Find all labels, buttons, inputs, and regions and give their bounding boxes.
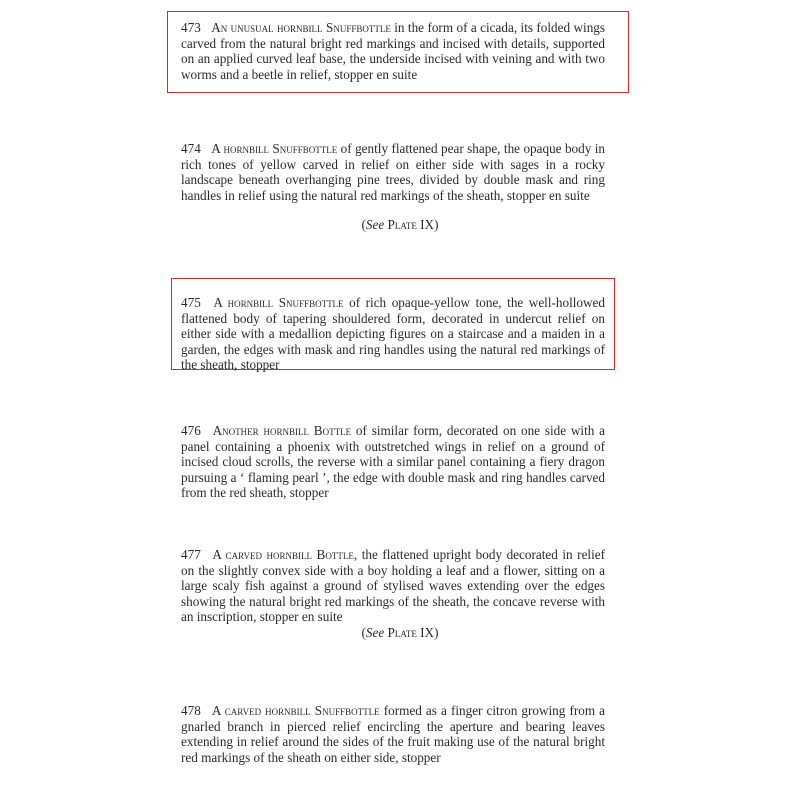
lot-title: Another hornbill	[212, 423, 309, 438]
plate-reference-1: (See Plate IX)	[361, 217, 439, 232]
plate-label: Plate IX	[387, 217, 435, 232]
lot-title: A hornbill	[211, 141, 269, 156]
lot-entry-477	[181, 547, 605, 625]
lot-number: 475	[181, 295, 201, 310]
lot-title-object: Snuffbottle	[314, 703, 380, 718]
plate-label: Plate IX	[387, 625, 435, 640]
lot-description: of rich opaque-yellow tone, the well-hollowed flattened body of tapering shouldered form, decorated in undercut relief on either side with a medallion depicting figures on a staircase and a maiden in a garden, the edges with mask and ring handles using the natural red markings of the sheath, stopper	[181, 295, 605, 372]
lot-number: 478	[181, 703, 201, 718]
lot-description: of gently flattened pear shape, the opaque body in rich tones of yellow carved in relief on either side with sages in a rocky landscape beneath overhanging pine trees, divided by double mask and ring handles in relief using the natural red markings of the sheath, stopper en suite	[181, 141, 606, 203]
lot-description: the flattened upright body decorated in relief on the slightly convex side with a boy holding a leaf and a flower, sitting on a large scaly fish against a ground of stylised waves extending over the edges showing the natural bright red markings of the sheath, the concave reverse with an inscription, stopper en suite	[181, 547, 605, 624]
lot-description: of similar form, decorated on one side with a panel containing a phoenix with outstretched wings in relief on a ground of incised cloud scrolls, the reverse with a similar panel containing a fiery dragon pursuing a ‘ flaming pearl ’, the edge with double mask and ring handles carved from the red sheath, stopper	[181, 423, 606, 500]
lot-title-object: Bottle,	[316, 547, 358, 562]
lot-entry-475	[181, 295, 605, 373]
lot-title-object: Snuffbottle	[278, 295, 344, 310]
lot-title-object: Snuffbottle	[325, 20, 391, 35]
lot-number: 474	[181, 141, 201, 156]
lot-number: 476	[181, 423, 201, 438]
lot-number: 477	[181, 547, 201, 562]
lot-title: A carved hornbill	[212, 547, 312, 562]
lot-title: A hornbill	[213, 295, 274, 310]
lot-title-object: Snuffbottle	[272, 141, 338, 156]
lot-entry-473	[181, 20, 605, 82]
lot-title-object: Bottle	[313, 423, 352, 438]
lot-entry-474	[181, 141, 605, 203]
lot-title: A carved hornbill	[211, 703, 311, 718]
lot-description: in the form of a cicada, its folded wings carved from the natural bright red markings and incised with details, supported on an applied curved leaf base, the underside incised with veining and with two worms and a beetle in relief, stopper en suite	[181, 20, 606, 82]
plate-see: See	[365, 217, 385, 232]
lot-entry-478	[181, 703, 605, 765]
lot-number: 473	[181, 20, 201, 35]
lot-entry-476	[181, 423, 605, 501]
plate-reference-2: (See Plate IX)	[361, 625, 439, 640]
plate-see: See	[365, 625, 385, 640]
lot-description: formed as a finger citron growing from a gnarled branch in pierced relief encircling the aperture and bearing leaves extending in relief around the sides of the fruit making use of the natural bright red markings of the sheath on either side, stopper	[181, 703, 606, 765]
lot-title: An unusual hornbill	[211, 20, 323, 35]
